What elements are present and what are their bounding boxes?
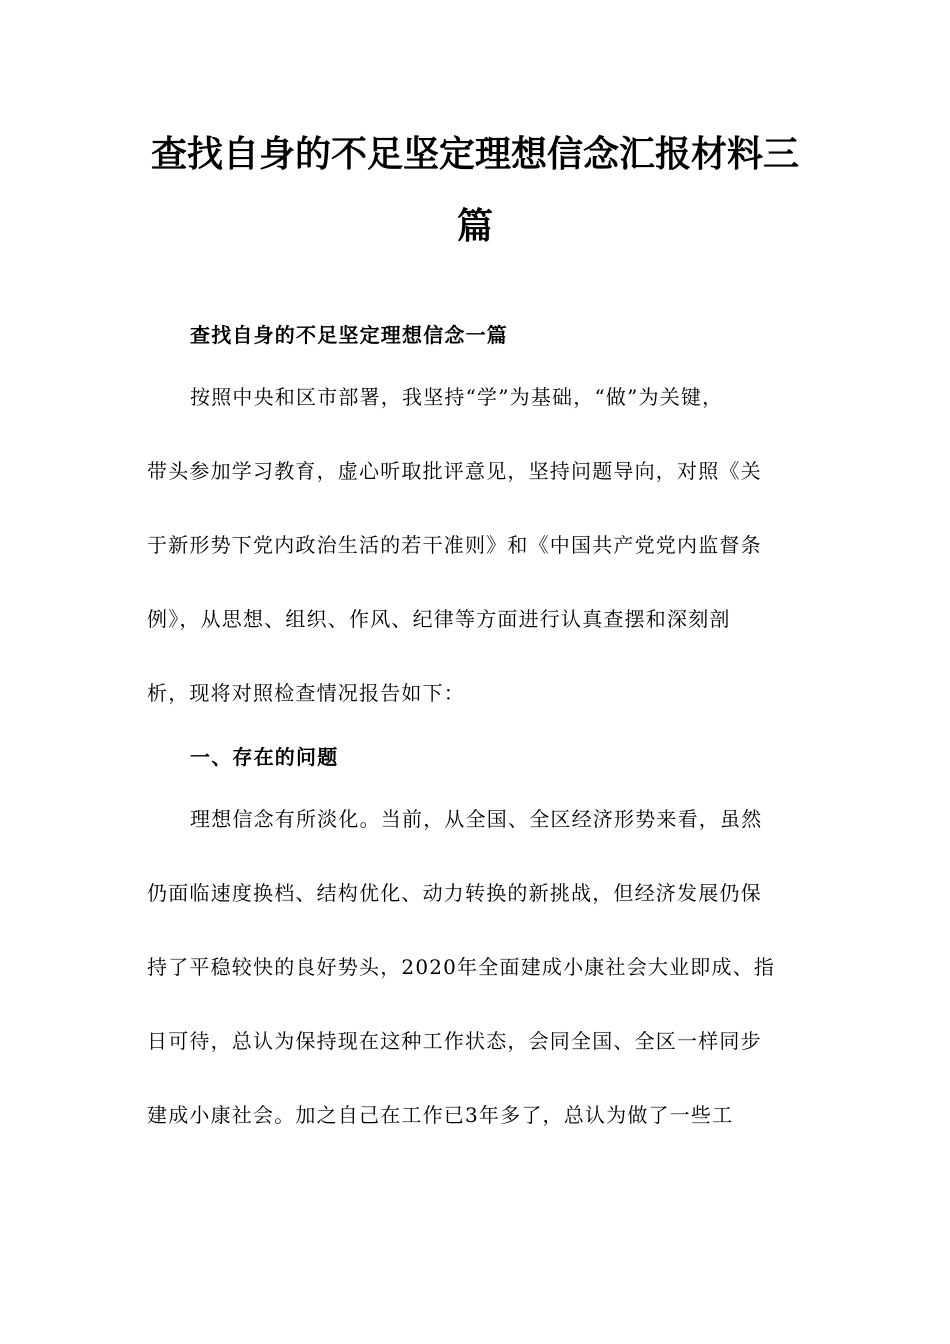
paragraph-line: 例》，从思想、组织、作风、纪律等方面进行认真查摆和深刻剖: [147, 607, 731, 631]
paragraph-line: 日可待，总认为保持现在这种工作状态，会同全国、全区一样同步: [147, 1029, 762, 1053]
paragraph-line: 按照中央和区市部署，我坚持“学”为基础，“做”为关键，: [190, 385, 724, 409]
paragraph-line: 理想信念有所淡化。当前，从全国、全区经济形势来看，虽然: [190, 807, 763, 831]
paragraph-line: 带头参加学习教育，虚心听取批评意见，坚持问题导向，对照《关: [147, 459, 762, 483]
paragraph-line: 建成小康社会。加之自己在工作已3年多了，总认为做了一些工: [147, 1103, 734, 1127]
section-heading: 一、存在的问题: [190, 745, 339, 769]
paragraph-line: 仍面临速度换档、结构优化、动力转换的新挑战，但经济发展仍保: [147, 881, 762, 905]
paragraph-line: 析，现将对照检查情况报告如下：: [147, 681, 465, 705]
document-title-line-1: 查找自身的不足坚定理想信念汇报材料三: [150, 133, 799, 175]
paragraph-line: 于新形势下党内政治生活的若干准则》和《中国共产党党内监督条: [147, 533, 762, 557]
document-title-line-2: 篇: [456, 205, 493, 247]
section-heading: 查找自身的不足坚定理想信念一篇: [190, 323, 508, 347]
paragraph-line: 持了平稳较快的良好势头，2020年全面建成小康社会大业即成、指: [147, 955, 776, 979]
